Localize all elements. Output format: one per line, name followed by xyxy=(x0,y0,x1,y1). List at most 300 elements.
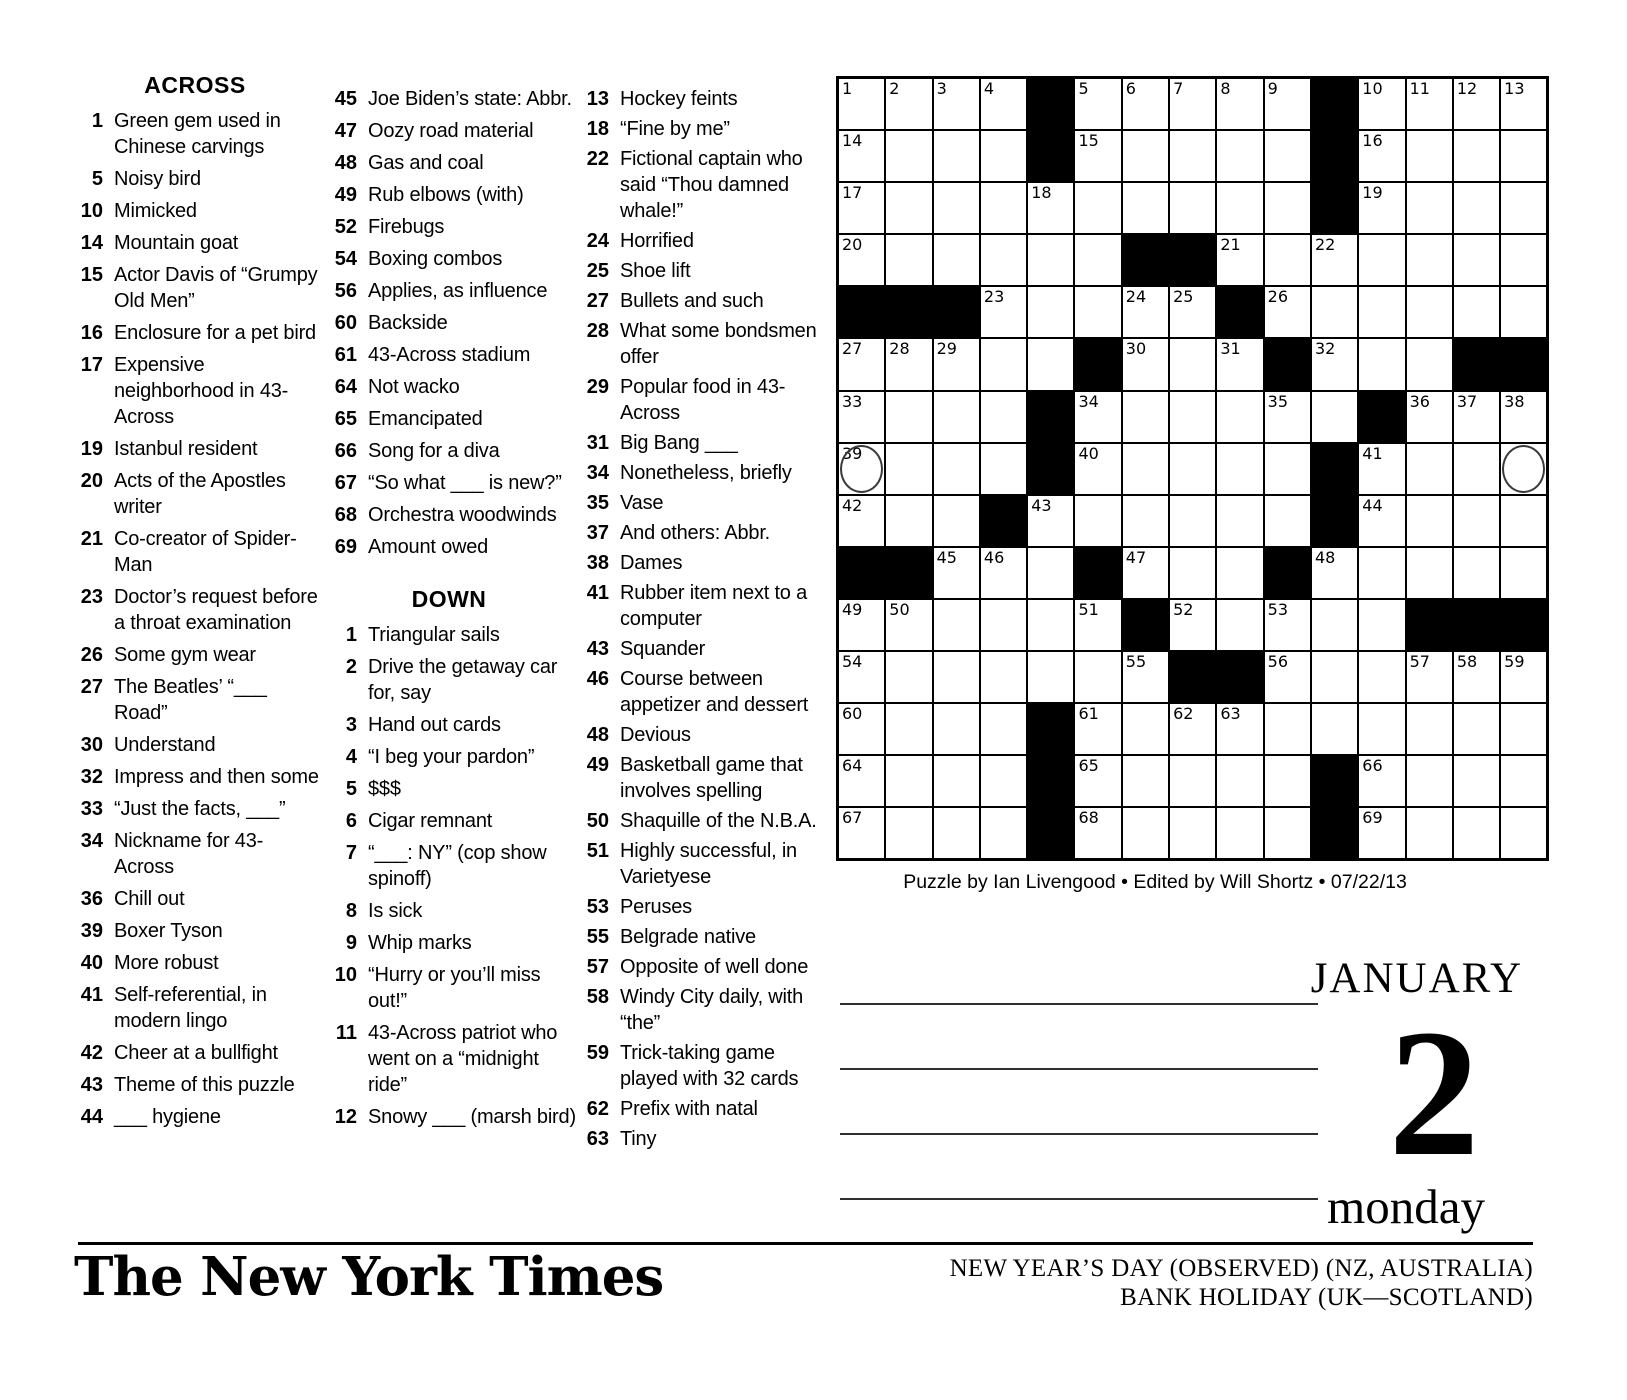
grid-cell-3,5[interactable] xyxy=(1028,183,1073,233)
grid-cell-5,14[interactable] xyxy=(1454,287,1499,337)
clue-number: 31 xyxy=(586,432,609,454)
clue-text: Expensive neighborhood in 43-Across xyxy=(114,354,289,428)
down-clue-9 xyxy=(322,930,576,956)
clue-text: The Beatles’ “___ Road” xyxy=(114,676,267,724)
holiday-notes xyxy=(950,1254,1533,1312)
grid-cell-12,3[interactable] xyxy=(934,652,979,702)
note-line[interactable] xyxy=(840,1003,1318,1005)
grid-cell-8,1[interactable] xyxy=(839,444,884,494)
grid-cell-2,3[interactable] xyxy=(934,131,979,181)
grid-cell-1,15[interactable] xyxy=(1501,79,1546,129)
grid-cell-11,3[interactable] xyxy=(934,600,979,650)
grid-cell-7,9[interactable] xyxy=(1217,392,1262,442)
cell-number-60: 60 xyxy=(842,704,863,724)
grid-cell-4,3[interactable] xyxy=(934,235,979,285)
grid-cell-8,14[interactable] xyxy=(1454,444,1499,494)
cell-number-63: 63 xyxy=(1220,704,1241,724)
cell-number-28: 28 xyxy=(889,339,910,359)
grid-cell-4,10[interactable] xyxy=(1265,235,1310,285)
grid-cell-6,4[interactable] xyxy=(981,339,1026,389)
clue-text: $$$ xyxy=(368,778,401,800)
grid-cell-3,3[interactable] xyxy=(934,183,979,233)
grid-cell-7,7[interactable] xyxy=(1123,392,1168,442)
clue-number: 43 xyxy=(586,638,609,660)
grid-cell-2,2[interactable] xyxy=(886,131,931,181)
grid-cell-9,13[interactable] xyxy=(1407,496,1452,546)
across-clue-68 xyxy=(322,502,576,528)
grid-cell-7,15[interactable] xyxy=(1501,392,1546,442)
clue-text: What some bondsmen offer xyxy=(620,320,817,368)
grid-cell-12,12[interactable] xyxy=(1359,652,1404,702)
grid-cell-14,1[interactable] xyxy=(839,756,884,806)
grid-cell-6,5[interactable] xyxy=(1028,339,1073,389)
grid-cell-13,1[interactable] xyxy=(839,704,884,754)
grid-cell-4,9[interactable] xyxy=(1217,235,1262,285)
grid-cell-9,6[interactable] xyxy=(1075,496,1120,546)
grid-cell-2,10[interactable] xyxy=(1265,131,1310,181)
black-square xyxy=(1217,652,1262,702)
crossword-grid xyxy=(836,76,1549,861)
cell-number-25: 25 xyxy=(1173,287,1194,307)
clue-number: 54 xyxy=(334,248,357,270)
grid-cell-9,5[interactable] xyxy=(1028,496,1073,546)
grid-cell-3,15[interactable] xyxy=(1501,183,1546,233)
clue-number: 50 xyxy=(586,810,609,832)
grid-cell-11,11[interactable] xyxy=(1312,600,1357,650)
grid-cell-9,8[interactable] xyxy=(1170,496,1215,546)
grid-cell-1,13[interactable] xyxy=(1407,79,1452,129)
grid-cell-2,15[interactable] xyxy=(1501,131,1546,181)
clue-text: Backside xyxy=(368,312,448,334)
grid-cell-2,12[interactable] xyxy=(1359,131,1404,181)
grid-cell-11,6[interactable] xyxy=(1075,600,1120,650)
grid-cell-15,15[interactable] xyxy=(1501,808,1546,858)
clue-text: Devious xyxy=(620,724,691,746)
grid-cell-13,11[interactable] xyxy=(1312,704,1357,754)
grid-cell-14,15[interactable] xyxy=(1501,756,1546,806)
clue-number: 59 xyxy=(586,1042,609,1064)
down-clue-22 xyxy=(574,146,826,224)
cell-number-26: 26 xyxy=(1267,287,1289,307)
cell-number-37: 37 xyxy=(1456,391,1478,411)
grid-cell-7,10[interactable] xyxy=(1265,392,1310,442)
grid-cell-15,4[interactable] xyxy=(981,808,1026,858)
grid-cell-1,14[interactable] xyxy=(1454,79,1499,129)
calendar-weekday: monday xyxy=(1327,1179,1485,1234)
black-square xyxy=(1028,392,1073,442)
grid-cell-2,4[interactable] xyxy=(981,131,1026,181)
clue-text: Some gym wear xyxy=(114,644,256,666)
clue-text: “Fine by me” xyxy=(620,118,730,140)
down-clue-10 xyxy=(322,962,576,1014)
grid-cell-13,7[interactable] xyxy=(1123,704,1168,754)
grid-cell-7,6[interactable] xyxy=(1075,392,1120,442)
grid-cell-15,13[interactable] xyxy=(1407,808,1452,858)
grid-cell-4,2[interactable] xyxy=(886,235,931,285)
grid-cell-13,15[interactable] xyxy=(1501,704,1546,754)
grid-cell-1,1[interactable] xyxy=(839,79,884,129)
grid-cell-5,10[interactable] xyxy=(1265,287,1310,337)
grid-cell-8,10[interactable] xyxy=(1265,444,1310,494)
grid-cell-14,2[interactable] xyxy=(886,756,931,806)
grid-cell-1,4[interactable] xyxy=(981,79,1026,129)
down-clue-24 xyxy=(574,228,826,254)
grid-cell-10,5[interactable] xyxy=(1028,548,1073,598)
clue-text: Whip marks xyxy=(368,932,472,954)
grid-cell-4,5[interactable] xyxy=(1028,235,1073,285)
clue-text: “I beg your pardon” xyxy=(368,746,535,768)
grid-cell-14,10[interactable] xyxy=(1265,756,1310,806)
grid-cell-14,8[interactable] xyxy=(1170,756,1215,806)
grid-cell-11,9[interactable] xyxy=(1217,600,1262,650)
grid-cell-9,9[interactable] xyxy=(1217,496,1262,546)
grid-cell-9,2[interactable] xyxy=(886,496,931,546)
grid-cell-4,4[interactable] xyxy=(981,235,1026,285)
grid-cell-13,8[interactable] xyxy=(1170,704,1215,754)
grid-cell-9,3[interactable] xyxy=(934,496,979,546)
clue-number: 49 xyxy=(334,184,357,206)
cell-number-48: 48 xyxy=(1314,547,1336,567)
note-line[interactable] xyxy=(840,1198,1318,1200)
grid-cell-6,1[interactable] xyxy=(839,339,884,389)
grid-cell-2,14[interactable] xyxy=(1454,131,1499,181)
clue-text: Theme of this puzzle xyxy=(114,1074,295,1096)
grid-cell-6,3[interactable] xyxy=(934,339,979,389)
grid-cell-15,2[interactable] xyxy=(886,808,931,858)
grid-cell-5,13[interactable] xyxy=(1407,287,1452,337)
grid-cell-11,10[interactable] xyxy=(1265,600,1310,650)
grid-cell-14,7[interactable] xyxy=(1123,756,1168,806)
grid-cell-6,7[interactable] xyxy=(1123,339,1168,389)
grid-cell-12,14[interactable] xyxy=(1454,652,1499,702)
black-square xyxy=(1170,652,1215,702)
grid-cell-5,4[interactable] xyxy=(981,287,1026,337)
black-square xyxy=(1454,339,1499,389)
grid-cell-8,6[interactable] xyxy=(1075,444,1120,494)
grid-cell-13,13[interactable] xyxy=(1407,704,1452,754)
clue-text: Windy City daily, with “the” xyxy=(620,986,804,1034)
clue-number: 8 xyxy=(345,900,357,922)
black-square xyxy=(1028,808,1073,858)
grid-cell-5,8[interactable] xyxy=(1170,287,1215,337)
grid-cell-4,13[interactable] xyxy=(1407,235,1452,285)
cell-number-13: 13 xyxy=(1504,79,1525,98)
note-line[interactable] xyxy=(840,1068,1318,1070)
grid-cell-7,13[interactable] xyxy=(1407,392,1452,442)
grid-cell-10,7[interactable] xyxy=(1123,548,1168,598)
grid-cell-2,8[interactable] xyxy=(1170,131,1215,181)
down-clue-51 xyxy=(574,838,826,890)
across-clue-14 xyxy=(68,230,322,256)
grid-cell-5,12[interactable] xyxy=(1359,287,1404,337)
grid-cell-8,7[interactable] xyxy=(1123,444,1168,494)
grid-cell-12,5[interactable] xyxy=(1028,652,1073,702)
grid-cell-10,8[interactable] xyxy=(1170,548,1215,598)
grid-cell-12,11[interactable] xyxy=(1312,652,1357,702)
clue-number: 12 xyxy=(334,1106,357,1128)
grid-cell-10,13[interactable] xyxy=(1407,548,1452,598)
grid-cell-3,14[interactable] xyxy=(1454,183,1499,233)
clue-number: 1 xyxy=(91,110,103,132)
grid-cell-7,4[interactable] xyxy=(981,392,1026,442)
cell-number-36: 36 xyxy=(1409,391,1430,411)
across-clues-column xyxy=(68,72,322,1136)
grid-cell-15,7[interactable] xyxy=(1123,808,1168,858)
down-clue-list-part1 xyxy=(322,622,576,1130)
grid-cell-14,12[interactable] xyxy=(1359,756,1404,806)
grid-cell-1,10[interactable] xyxy=(1265,79,1310,129)
grid-cell-7,11[interactable] xyxy=(1312,392,1357,442)
grid-cell-12,13[interactable] xyxy=(1407,652,1452,702)
clue-text: Joe Biden’s state: Abbr. xyxy=(368,88,572,110)
clue-number: 16 xyxy=(80,322,103,344)
grid-cell-9,7[interactable] xyxy=(1123,496,1168,546)
grid-cell-6,8[interactable] xyxy=(1170,339,1215,389)
grid-cell-10,12[interactable] xyxy=(1359,548,1404,598)
cell-number-56: 56 xyxy=(1267,652,1289,672)
clue-number: 41 xyxy=(586,582,609,604)
grid-cell-15,12[interactable] xyxy=(1359,808,1404,858)
grid-cell-3,8[interactable] xyxy=(1170,183,1215,233)
grid-cell-8,2[interactable] xyxy=(886,444,931,494)
black-square xyxy=(1123,600,1168,650)
cell-number-15: 15 xyxy=(1078,131,1099,151)
cell-number-11: 11 xyxy=(1409,79,1430,98)
clue-number: 22 xyxy=(586,148,609,170)
grid-cell-14,9[interactable] xyxy=(1217,756,1262,806)
clue-text: Drive the getaway car for, say xyxy=(368,656,558,704)
clue-number: 66 xyxy=(334,440,357,462)
grid-cell-1,8[interactable] xyxy=(1170,79,1215,129)
grid-cell-6,11[interactable] xyxy=(1312,339,1357,389)
grid-cell-11,2[interactable] xyxy=(886,600,931,650)
grid-cell-1,9[interactable] xyxy=(1217,79,1262,129)
grid-cell-8,8[interactable] xyxy=(1170,444,1215,494)
grid-cell-2,7[interactable] xyxy=(1123,131,1168,181)
grid-cell-7,8[interactable] xyxy=(1170,392,1215,442)
clue-text: Applies, as influence xyxy=(368,280,548,302)
grid-cell-5,5[interactable] xyxy=(1028,287,1073,337)
grid-cell-3,2[interactable] xyxy=(886,183,931,233)
grid-cell-5,6[interactable] xyxy=(1075,287,1120,337)
grid-cell-13,9[interactable] xyxy=(1217,704,1262,754)
grid-cell-10,9[interactable] xyxy=(1217,548,1262,598)
grid-cell-14,13[interactable] xyxy=(1407,756,1452,806)
grid-cell-14,4[interactable] xyxy=(981,756,1026,806)
grid-cell-13,12[interactable] xyxy=(1359,704,1404,754)
grid-cell-11,1[interactable] xyxy=(839,600,884,650)
black-square xyxy=(981,496,1026,546)
grid-cell-13,6[interactable] xyxy=(1075,704,1120,754)
clue-number: 60 xyxy=(334,312,357,334)
clue-text: Vase xyxy=(620,492,664,514)
grid-cell-8,4[interactable] xyxy=(981,444,1026,494)
grid-cell-10,3[interactable] xyxy=(934,548,979,598)
cell-number-21: 21 xyxy=(1220,235,1241,255)
clue-text: Istanbul resident xyxy=(114,438,258,460)
grid-cell-15,14[interactable] xyxy=(1454,808,1499,858)
grid-cell-12,7[interactable] xyxy=(1123,652,1168,702)
grid-cell-15,6[interactable] xyxy=(1075,808,1120,858)
across-clue-15 xyxy=(68,262,322,314)
grid-cell-1,6[interactable] xyxy=(1075,79,1120,129)
grid-cell-10,14[interactable] xyxy=(1454,548,1499,598)
grid-cell-8,3[interactable] xyxy=(934,444,979,494)
grid-cell-3,4[interactable] xyxy=(981,183,1026,233)
note-line[interactable] xyxy=(840,1133,1318,1135)
grid-cell-9,15[interactable] xyxy=(1501,496,1546,546)
grid-cell-13,2[interactable] xyxy=(886,704,931,754)
grid-cell-15,8[interactable] xyxy=(1170,808,1215,858)
clue-number: 69 xyxy=(334,536,357,558)
grid-cell-11,8[interactable] xyxy=(1170,600,1215,650)
grid-cell-12,15[interactable] xyxy=(1501,652,1546,702)
grid-cell-9,14[interactable] xyxy=(1454,496,1499,546)
grid-cell-3,13[interactable] xyxy=(1407,183,1452,233)
grid-cell-2,6[interactable] xyxy=(1075,131,1120,181)
grid-cell-15,1[interactable] xyxy=(839,808,884,858)
grid-cell-4,12[interactable] xyxy=(1359,235,1404,285)
grid-cell-5,7[interactable] xyxy=(1123,287,1168,337)
grid-cell-10,11[interactable] xyxy=(1312,548,1357,598)
grid-cell-14,6[interactable] xyxy=(1075,756,1120,806)
clue-text: Hockey feints xyxy=(620,88,738,110)
grid-cell-13,10[interactable] xyxy=(1265,704,1310,754)
down-clue-12 xyxy=(322,1104,576,1130)
clue-text: Rub elbows (with) xyxy=(368,184,524,206)
cell-number-32: 32 xyxy=(1314,339,1336,359)
grid-cell-4,11[interactable] xyxy=(1312,235,1357,285)
clue-text: Actor Davis of “Grumpy Old Men” xyxy=(114,264,318,312)
grid-cell-6,9[interactable] xyxy=(1217,339,1262,389)
grid-cell-13,3[interactable] xyxy=(934,704,979,754)
grid-cell-2,13[interactable] xyxy=(1407,131,1452,181)
grid-cell-7,2[interactable] xyxy=(886,392,931,442)
cell-number-24: 24 xyxy=(1125,287,1147,307)
grid-cell-9,10[interactable] xyxy=(1265,496,1310,546)
cell-number-47: 47 xyxy=(1125,547,1147,567)
grid-cell-3,7[interactable] xyxy=(1123,183,1168,233)
grid-cell-1,12[interactable] xyxy=(1359,79,1404,129)
clue-number: 21 xyxy=(80,528,103,550)
clue-number: 67 xyxy=(334,472,357,494)
grid-cell-3,6[interactable] xyxy=(1075,183,1120,233)
clue-text: Snowy ___ (marsh bird) xyxy=(368,1106,576,1128)
grid-cell-10,4[interactable] xyxy=(981,548,1026,598)
grid-cell-15,9[interactable] xyxy=(1217,808,1262,858)
grid-cell-12,1[interactable] xyxy=(839,652,884,702)
grid-cell-4,14[interactable] xyxy=(1454,235,1499,285)
grid-cell-8,9[interactable] xyxy=(1217,444,1262,494)
grid-cell-10,15[interactable] xyxy=(1501,548,1546,598)
down-clue-38 xyxy=(574,550,826,576)
across-clue-5 xyxy=(68,166,322,192)
grid-cell-1,7[interactable] xyxy=(1123,79,1168,129)
grid-cell-15,3[interactable] xyxy=(934,808,979,858)
grid-cell-12,6[interactable] xyxy=(1075,652,1120,702)
grid-cell-14,3[interactable] xyxy=(934,756,979,806)
black-square xyxy=(1075,339,1120,389)
down-clue-59 xyxy=(574,1040,826,1092)
grid-cell-2,1[interactable] xyxy=(839,131,884,181)
black-square xyxy=(1359,392,1404,442)
grid-cell-3,10[interactable] xyxy=(1265,183,1310,233)
grid-cell-3,9[interactable] xyxy=(1217,183,1262,233)
clue-text: Basketball game that involves spelling xyxy=(620,754,803,802)
grid-cell-11,4[interactable] xyxy=(981,600,1026,650)
across-clue-32 xyxy=(68,764,322,790)
grid-cell-13,14[interactable] xyxy=(1454,704,1499,754)
clue-text: Enclosure for a pet bird xyxy=(114,322,316,344)
cell-number-58: 58 xyxy=(1456,652,1478,672)
grid-cell-5,11[interactable] xyxy=(1312,287,1357,337)
cell-number-31: 31 xyxy=(1220,339,1241,359)
grid-cell-8,12[interactable] xyxy=(1359,444,1404,494)
grid-cell-2,9[interactable] xyxy=(1217,131,1262,181)
grid-cell-8,15[interactable] xyxy=(1501,444,1546,494)
grid-cell-3,1[interactable] xyxy=(839,183,884,233)
clue-number: 68 xyxy=(334,504,357,526)
grid-cell-7,14[interactable] xyxy=(1454,392,1499,442)
grid-cell-1,3[interactable] xyxy=(934,79,979,129)
across-clue-26 xyxy=(68,642,322,668)
black-square xyxy=(1407,600,1452,650)
cell-number-64: 64 xyxy=(842,756,863,776)
grid-cell-4,1[interactable] xyxy=(839,235,884,285)
grid-cell-12,4[interactable] xyxy=(981,652,1026,702)
grid-cell-11,12[interactable] xyxy=(1359,600,1404,650)
clue-text: Triangular sails xyxy=(368,624,500,646)
grid-cell-14,14[interactable] xyxy=(1454,756,1499,806)
grid-cell-13,4[interactable] xyxy=(981,704,1026,754)
grid-cell-7,3[interactable] xyxy=(934,392,979,442)
circled-square-marker xyxy=(1502,445,1545,493)
black-square xyxy=(1312,183,1357,233)
grid-cell-6,12[interactable] xyxy=(1359,339,1404,389)
grid-cell-4,15[interactable] xyxy=(1501,235,1546,285)
across-clue-23 xyxy=(68,584,322,636)
across-clue-45 xyxy=(322,86,576,112)
black-square xyxy=(1028,704,1073,754)
grid-cell-11,5[interactable] xyxy=(1028,600,1073,650)
across-clue-47 xyxy=(322,118,576,144)
cell-number-34: 34 xyxy=(1078,391,1099,411)
across-clue-60 xyxy=(322,310,576,336)
calendar-day-number: 2 xyxy=(1388,993,1480,1194)
grid-cell-3,12[interactable] xyxy=(1359,183,1404,233)
grid-cell-6,2[interactable] xyxy=(886,339,931,389)
grid-cell-9,12[interactable] xyxy=(1359,496,1404,546)
cell-number-10: 10 xyxy=(1362,79,1383,98)
grid-cell-7,1[interactable] xyxy=(839,392,884,442)
grid-cell-5,15[interactable] xyxy=(1501,287,1546,337)
grid-cell-12,2[interactable] xyxy=(886,652,931,702)
cell-number-57: 57 xyxy=(1409,652,1430,672)
clue-text: 43-Across stadium xyxy=(368,344,531,366)
grid-cell-6,13[interactable] xyxy=(1407,339,1452,389)
cell-number-9: 9 xyxy=(1267,79,1278,98)
clue-number: 19 xyxy=(80,438,103,460)
grid-cell-1,2[interactable] xyxy=(886,79,931,129)
grid-cell-4,6[interactable] xyxy=(1075,235,1120,285)
cell-number-52: 52 xyxy=(1173,599,1194,619)
grid-cell-15,10[interactable] xyxy=(1265,808,1310,858)
clue-number: 25 xyxy=(586,260,609,282)
across-clue-list-part1 xyxy=(68,108,322,1130)
grid-cell-9,1[interactable] xyxy=(839,496,884,546)
grid-cell-12,10[interactable] xyxy=(1265,652,1310,702)
grid-cell-8,13[interactable] xyxy=(1407,444,1452,494)
